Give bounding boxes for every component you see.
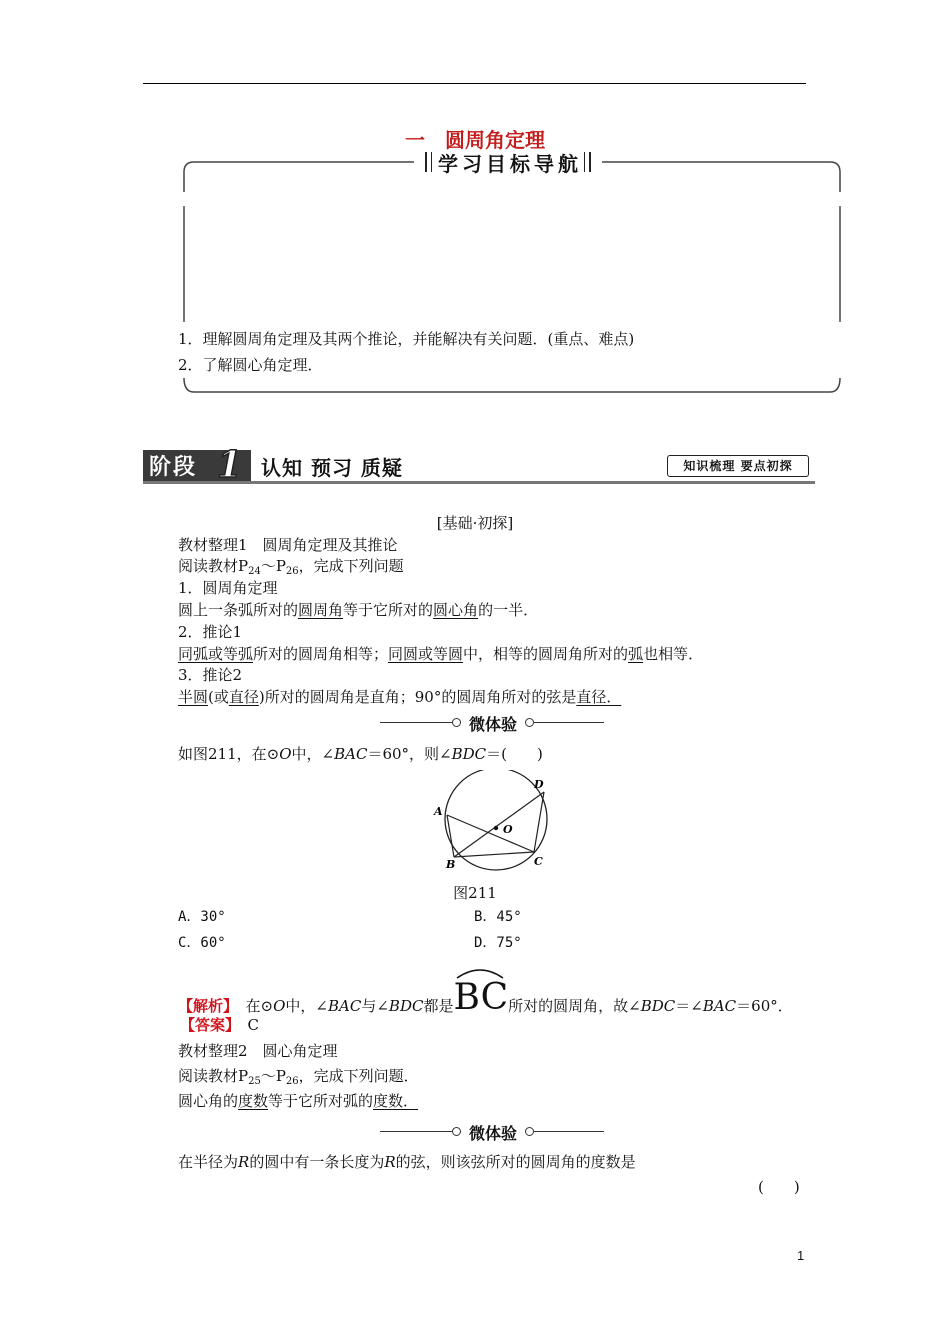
- banner-text: 学习目标导航: [438, 151, 582, 176]
- part2-heading: 教材整理2 圆心角定理: [178, 1042, 338, 1060]
- read-sub: 26: [285, 1076, 299, 1087]
- circle-o: [445, 770, 547, 870]
- text: 都是: [423, 997, 454, 1015]
- page-title: 一 圆周角定理: [405, 128, 545, 152]
- segment-ac: [447, 815, 534, 852]
- item2-body: [178, 644, 703, 664]
- stage-prefix: 阶段: [149, 454, 198, 480]
- option-d: D．75°: [474, 935, 522, 951]
- text: 在⊙: [245, 997, 274, 1015]
- text: 中，∠: [291, 745, 335, 763]
- part1-heading: 教材整理1 圆周角定理及其推论: [178, 536, 398, 554]
- var: BDC: [640, 997, 676, 1015]
- fill-blank: 同弧或等弧: [178, 645, 254, 663]
- objective-2: 2．了解圆心角定理．: [178, 356, 323, 374]
- part2-read: [178, 1066, 419, 1092]
- label-d: D: [534, 778, 544, 791]
- var: BAC: [702, 997, 737, 1015]
- option-a: A．30°: [178, 909, 226, 925]
- text: 等于它所对弧的: [268, 1092, 374, 1110]
- text: 也相等．: [643, 645, 704, 663]
- text: 的一半．: [478, 601, 539, 619]
- objectives-banner: [418, 148, 598, 176]
- fill-blank: 弧: [628, 645, 644, 663]
- text: 如图211，在⊙: [178, 745, 280, 763]
- fill-blank: 度数: [238, 1092, 269, 1110]
- text: (或: [208, 688, 229, 706]
- read-sub: 25: [248, 1076, 261, 1087]
- q1-stem: [178, 744, 543, 764]
- text: ＝∠: [675, 997, 703, 1015]
- segment-dc: [534, 792, 544, 852]
- read-text: ，完成下列问题．: [298, 1067, 419, 1085]
- read-text: ～P: [260, 1067, 286, 1085]
- text: 的圆中有一条长度为: [249, 1153, 385, 1171]
- text: ＝60°，则∠: [367, 745, 452, 763]
- text: 中，相等的圆周角所对的: [463, 645, 629, 663]
- var: BDC: [388, 997, 424, 1015]
- read-text: 阅读教材P: [178, 557, 249, 575]
- item3-body: [178, 687, 621, 707]
- divider-dot-left: [452, 718, 461, 727]
- figure-caption: 图211: [453, 884, 497, 902]
- text: ＝( ): [486, 745, 543, 763]
- text: 中，∠: [285, 997, 328, 1015]
- arc-mark: [455, 966, 505, 980]
- text: 在半径为: [178, 1153, 239, 1171]
- text: 等于它所对的: [343, 601, 434, 619]
- option-b: B．45°: [474, 909, 522, 925]
- divider-label: 微体验: [468, 1124, 517, 1143]
- divider-line-right: [534, 722, 604, 723]
- option-c: C．60°: [178, 935, 226, 951]
- read-sub: 24: [248, 566, 261, 577]
- divider-line-left: [380, 722, 452, 723]
- segment-bc: [454, 852, 534, 857]
- var: O: [279, 745, 292, 763]
- divider-dot-right: [525, 718, 534, 727]
- fill-blank: 圆周角: [298, 601, 344, 619]
- stage-number: 1: [217, 444, 243, 486]
- var: O: [273, 997, 286, 1015]
- divider-line-left: [380, 1131, 452, 1132]
- divider-label: 微体验: [468, 715, 517, 734]
- fill-blank: 半圆: [178, 688, 209, 706]
- item3-title: 3．推论2: [178, 666, 243, 684]
- center-point: [494, 826, 498, 830]
- read-text: 阅读教材P: [178, 1067, 249, 1085]
- text: 所对的圆周角，故∠: [508, 997, 641, 1015]
- banner-bar-right: [584, 152, 591, 172]
- label-o: O: [503, 823, 513, 836]
- fill-blank: 度数．: [373, 1092, 419, 1110]
- answer: [180, 1015, 259, 1035]
- var: R: [384, 1153, 396, 1171]
- label-a: A: [434, 805, 443, 818]
- divider-dot-right: [525, 1127, 534, 1136]
- item2-title: 2．推论1: [178, 623, 243, 641]
- mini-divider-1: [380, 712, 604, 734]
- var: R: [238, 1153, 250, 1171]
- page-number: 1: [797, 1248, 805, 1263]
- text: 的弦，则该弦所对的圆周角的度数是: [395, 1153, 636, 1171]
- objective-1: 1．理解圆周角定理及其两个推论，并能解决有关问题．(重点、难点): [178, 330, 635, 348]
- banner-bar-left: [425, 152, 432, 172]
- divider-dot-left: [452, 1127, 461, 1136]
- answer-label: 【答案】: [180, 1016, 233, 1034]
- stage-tag: 知识梳理 要点初探: [667, 455, 809, 477]
- fill-blank: 同圆或等圆: [388, 645, 464, 663]
- var: BAC: [328, 997, 362, 1015]
- stage-bottom-rule: [143, 481, 815, 484]
- read-sub: 26: [285, 566, 299, 577]
- answer-value: C: [247, 1016, 260, 1034]
- item1-title: 1．圆周角定理: [178, 579, 278, 597]
- section-heading: [基础·初探]: [436, 514, 514, 532]
- label-b: B: [446, 858, 456, 871]
- read-text: ，完成下列问题: [298, 557, 404, 575]
- text: 圆心角的: [178, 1092, 239, 1110]
- q2-bracket: ( ): [758, 1178, 800, 1196]
- mini-divider-2: [380, 1121, 604, 1143]
- circle-figure: [426, 770, 556, 872]
- text: 圆上一条弧所对的: [178, 601, 299, 619]
- item1-body: [178, 600, 538, 620]
- text: 所对的圆周角相等；: [253, 645, 389, 663]
- analysis: [178, 977, 793, 1018]
- analysis-label: 【解析】: [178, 997, 231, 1015]
- text: ＝60°．: [736, 997, 793, 1015]
- text: )所对的圆周角是直角；90°的圆周角所对的弦是: [258, 688, 577, 706]
- arc-bc: [453, 977, 509, 1018]
- q2-stem: [178, 1152, 636, 1172]
- stage-banner: [143, 444, 815, 486]
- fill-blank: 直径．: [576, 688, 622, 706]
- stage-title: 认知 预习 质疑: [261, 456, 403, 480]
- fill-blank: 圆心角: [433, 601, 479, 619]
- var: BAC: [334, 745, 368, 763]
- part2-body: [178, 1091, 418, 1111]
- text: 与∠: [361, 997, 389, 1015]
- read-text: ～P: [260, 557, 286, 575]
- arc-text: BC: [453, 977, 509, 1018]
- fill-blank: 直径: [228, 688, 259, 706]
- label-c: C: [534, 855, 543, 868]
- var: BDC: [451, 745, 487, 763]
- divider-line-right: [534, 1131, 604, 1132]
- header-rule: [143, 83, 806, 84]
- segment-bd: [454, 792, 544, 857]
